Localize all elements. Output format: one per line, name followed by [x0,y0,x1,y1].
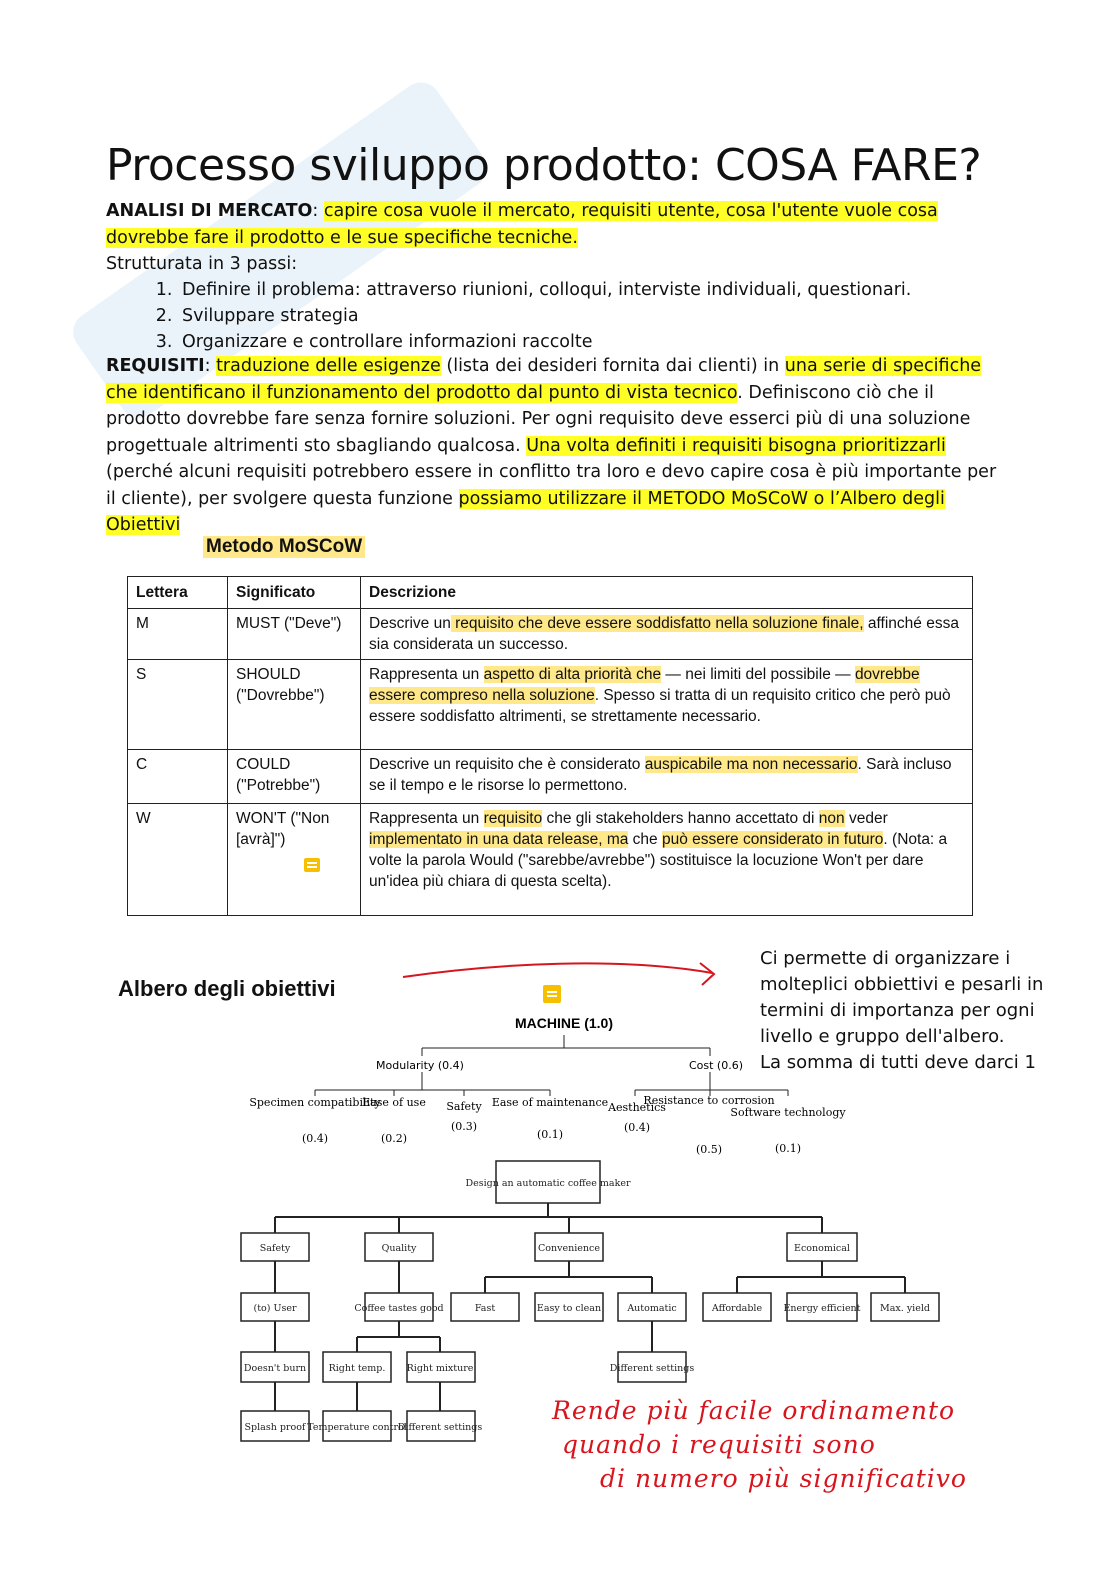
letter-cell: S [128,660,228,750]
meaning-text: WON'T ("Non [avrà]") [236,810,330,848]
l2-node: Affordable [711,1303,763,1314]
l1-node: Quality [381,1243,417,1254]
handwritten-note: di numero più significativo [600,1464,967,1493]
l1-node: Convenience [538,1243,600,1254]
requisiti-text: . Definiscono ciò che il prodotto dovrebbe fare senza fornire soluzioni. Per ogni requisito deve esserci più di una soluzione progettuale altrimenti sto sbagliando qualcosa. [106,382,971,456]
table-row [128,660,973,750]
description-cell [361,750,973,804]
letter-cell: M [128,609,228,660]
leaf-weight: (0.4) [301,1132,329,1145]
column-header: Descrizione [361,577,973,609]
desc-text: Descrive un [369,615,451,632]
desc-text: affinché essa sia considerata un successo. [369,615,959,653]
letter-cell: C [128,750,228,804]
list-item: 1. Definire il problema: attraverso riunioni, colloqui, interviste individuali, questionari. [178,277,911,303]
l4-node: Splash proof [244,1422,306,1433]
handwritten-note: quando i requisiti sono [562,1430,876,1459]
description-cell [361,660,973,750]
list-item: 3. Organizzare e controllare informazioni raccolte [178,329,911,355]
comment-icon[interactable] [304,858,320,872]
desc-highlight: implementato in una data release, ma [369,831,629,848]
l1-node: Economical [794,1243,850,1254]
meaning-cell: SHOULD ("Dovrebbe") [228,660,361,750]
table-row [128,804,973,916]
leaf-weight: (0.1) [536,1128,564,1141]
leaf-label: Resistance to corrosion [643,1094,775,1107]
requisiti-highlight: possiamo utilizzare il METODO MoSCoW o l’Albero degli Obiettivi [106,488,945,535]
machine-tree [249,980,846,1160]
comment-icon[interactable] [543,985,561,1003]
requisiti-label: REQUISITI [106,356,205,376]
list-item: 2. Sviluppare strategia [178,303,911,329]
analisi-label: ANALISI DI MERCATO [106,201,313,221]
moscow-table [127,576,973,916]
l1-node: Safety [259,1243,291,1254]
requisiti-paragraph: REQUISITI: traduzione delle esigenze (lista dei desideri fornita dai clienti) in una serie di specifiche che identificano il funzionamento del prodotto dal punto di vista tecnico. Definiscono ciò che il prodotto dovrebbe fare senza fornire soluzioni. Per ogni requisito deve esserci più di una soluzione progettuale altrimenti sto sbagliando qualcosa. Una volta definiti i requisiti bisogna prioritizzarli (perché alcuni requisiti potrebbero essere in conflitto tra loro e devo capire cosa è più importante per il cliente), per svolgere questa funzione possiamo utilizzare il METODO MoSCoW o l’Albero degli Obiettivi [106,356,997,535]
side-note-text: Ci permette di organizzare i molteplici obbiettivi e pesarli in termini di importanza per ogni livello e gruppo dell'albero. [760,948,1044,1047]
desc-highlight: auspicabile ma non necessario [644,756,858,773]
leaf-label: Aesthetics [608,1101,666,1114]
requisiti-text: (lista dei desideri fornita dai clienti) in [440,356,785,376]
leaf-label: Specimen compatibility [249,1096,381,1109]
requisiti-highlight: Una volta definiti i requisiti bisogna prioritizzarli [526,435,946,456]
group-label: Cost (0.6) [688,1059,744,1072]
desc-text: . Spesso si tratta di un requisito critico che però può essere soddisfatto altrimenti, se strettamente necessario. [369,687,951,725]
desc-highlight: aspetto di alta priorità che [483,666,662,683]
l3-node: Doesn't burn [243,1363,307,1374]
l2-node: Automatic [627,1303,677,1314]
description-cell [361,609,973,660]
meaning-cell: COULD ("Potrebbe") [228,750,361,804]
description-cell [361,804,973,916]
leaf-weight: (0.5) [695,1143,723,1156]
desc-highlight: requisito che deve essere soddisfatto nella soluzione finale, [450,615,864,632]
l2-node: Easy to clean [536,1303,602,1314]
desc-highlight: può essere considerato in futuro [661,831,884,848]
table-row [128,750,973,804]
steps-intro: Strutturata in 3 passi: [106,254,298,274]
table-header-row [128,577,973,609]
letter-cell: W [128,804,228,916]
l3-node: Different settings [609,1363,695,1374]
page-title: Processo sviluppo prodotto: COSA FARE? [106,140,982,191]
steps-list [140,277,911,355]
coffee-root: Design an automatic coffee maker [465,1178,631,1189]
desc-text: che [628,831,662,848]
leaf-weight: (0.4) [623,1121,651,1134]
tree-root: MACHINE (1.0) [514,1015,614,1031]
desc-text: — nei limiti del possibile — [661,666,855,683]
l3-node: Right temp. [328,1363,386,1374]
desc-text: Rappresenta un [369,810,484,827]
leaf-label: Software technology [730,1106,846,1119]
l2-node: Max. yield [880,1303,930,1314]
handwritten-note: Rende più facile ordinamento [552,1396,956,1425]
side-note-text: La somma di tutti deve darci 1 [760,1052,1036,1073]
requisiti-highlight: traduzione delle esigenze [216,356,441,376]
comment-icon-line [547,991,557,993]
desc-text: . (Nota: a volte la parola Would ("sarebbe/avrebbe") sostituisce la locuzione Won't per dare un'idea più chiara di questa scelta). [369,831,948,890]
desc-text: Descrive un requisito che è considerato [369,756,645,773]
column-header: Lettera [128,577,228,609]
desc-text: veder [844,810,888,827]
l2-node: Fast [474,1303,496,1314]
leaf-weight: (0.2) [380,1132,408,1145]
desc-highlight: requisito [483,810,543,827]
l3-node: Right mixture [406,1363,474,1374]
group-label: Modularity (0.4) [376,1059,464,1072]
desc-highlight: non [818,810,845,827]
side-note [760,946,1050,1076]
l4-node: Different settings [397,1422,483,1433]
moscow-title: Metodo MoSCoW [203,536,365,558]
leaf-label: Ease of maintenance [491,1096,609,1109]
l4-node: Temperature control [307,1422,407,1433]
desc-text: . Sarà incluso se il tempo e le risorse lo permettono. [369,756,952,794]
l2-node: Coffee tastes good [354,1303,444,1314]
leaf-label: Safety [446,1100,482,1113]
tree-title: Albero degli obiettivi [118,976,336,1001]
desc-text: Rappresenta un [369,666,484,683]
analisi-paragraph: ANALISI DI MERCATO: capire cosa vuole il mercato, requisiti utente, cosa l'utente vuole cosa dovrebbe fare il prodotto e le sue specifiche tecniche. Strutturata in 3 passi: [106,201,938,274]
meaning-cell [228,804,361,916]
desc-highlight: dovrebbe essere compreso nella soluzione [369,666,920,704]
column-header: Significato [228,577,361,609]
l2-node: Energy efficient [783,1303,861,1314]
meaning-cell: MUST ("Deve") [228,609,361,660]
requisiti-text: (perché alcuni requisiti potrebbero essere in conflitto tra loro e devo capire cosa è più importante per il cliente), per svolgere questa funzione [106,462,997,509]
analisi-highlight: capire cosa vuole il mercato, requisiti utente, cosa l'utente vuole cosa dovrebbe fare il prodotto e le sue specifiche tecniche. [106,201,938,248]
leaf-weight: (0.3) [450,1120,478,1133]
leaf-weight: (0.1) [774,1142,802,1155]
desc-text: che gli stakeholders hanno accettato di [542,810,819,827]
l2-node: (to) User [253,1303,297,1314]
table-row [128,609,973,660]
leaf-label: Ease of use [362,1096,426,1109]
comment-icon-line [547,995,557,997]
requisiti-highlight: una serie di specifiche che identificano il funzionamento del prodotto dal punto di vista tecnico [106,356,982,403]
